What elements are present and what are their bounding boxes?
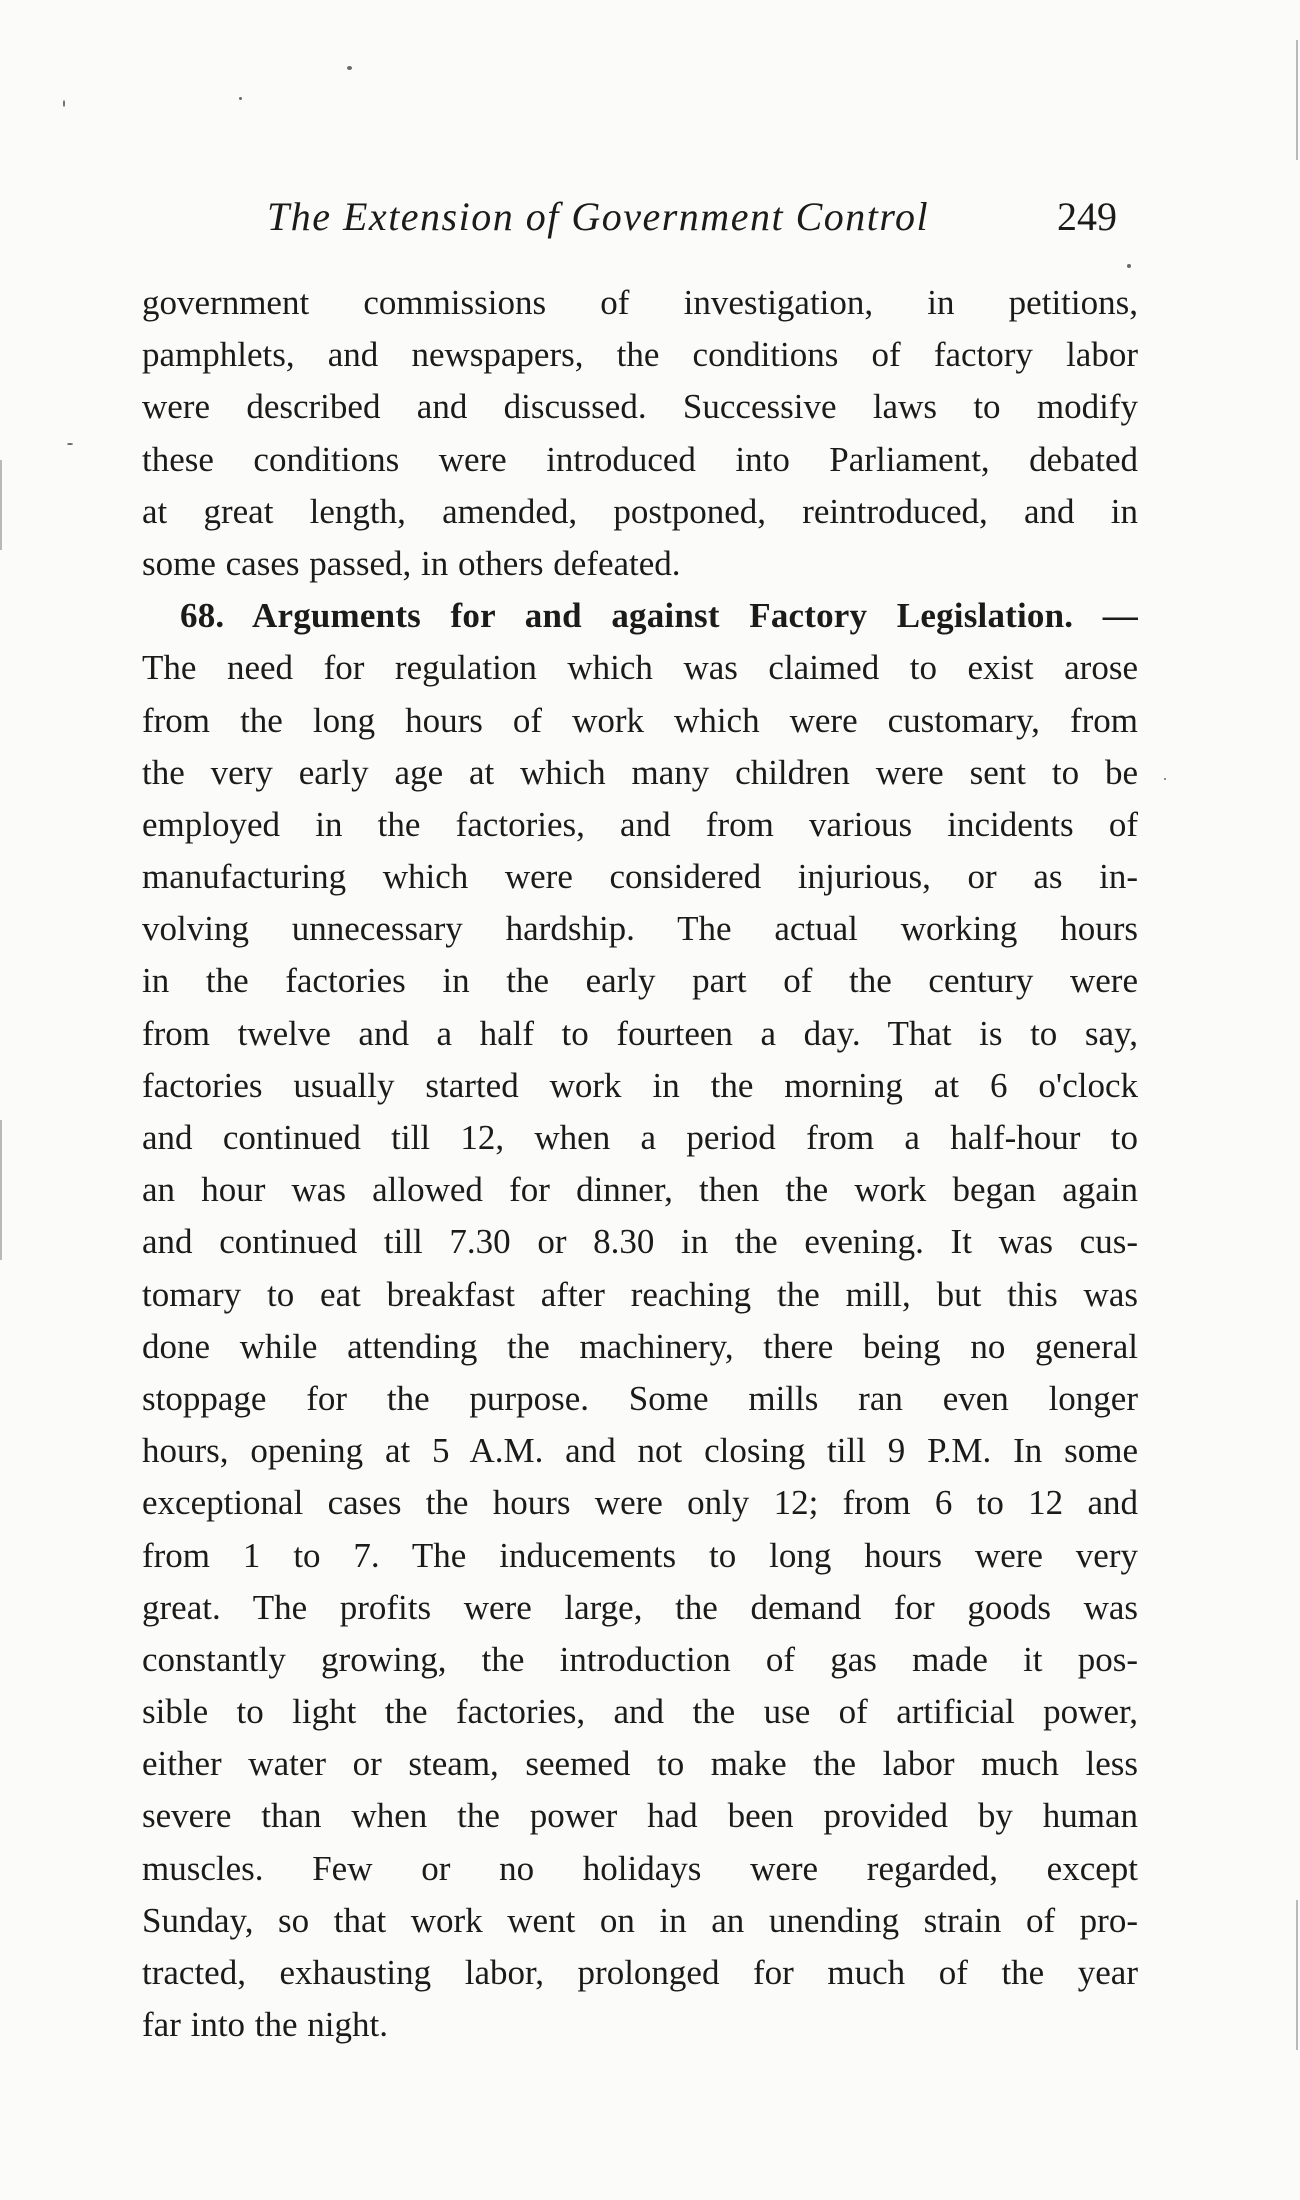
- text-line: The need for regulation which was claimed to exist arose: [142, 648, 1138, 688]
- body-text: [142, 277, 1138, 2051]
- text-line: the very early age at which many children were sent to be: [142, 752, 1138, 792]
- text-line: exceptional cases the hours were only 12; from 6 to 12 and: [142, 1483, 1138, 1523]
- section-heading-line: [142, 590, 1138, 642]
- text-line: from 1 to 7. The inducements to long hours were very: [142, 1535, 1138, 1575]
- section-paragraph: [142, 642, 1138, 2051]
- text-line: hours, opening at 5 A.M. and not closing till 9 P.M. In some: [142, 1431, 1138, 1471]
- text-line: factories usually started work in the morning at 6 o'clock: [142, 1065, 1138, 1105]
- text-line: and continued till 7.30 or 8.30 in the evening. It was cus-: [142, 1222, 1138, 1262]
- text-line: volving unnecessary hardship. The actual working hours: [142, 909, 1138, 949]
- scan-speck: [1164, 778, 1166, 780]
- running-head: [142, 182, 1142, 252]
- text-line: tracted, exhausting labor, prolonged for much of the year: [142, 1953, 1138, 1992]
- paragraph-continuation: [142, 277, 1138, 590]
- text-line: tomary to eat breakfast after reaching the mill, but this was: [142, 1274, 1138, 1314]
- text-line: far into the night.: [142, 2005, 389, 2045]
- section-number: 68.: [180, 596, 225, 636]
- text-line: were described and discussed. Successive laws to modify: [142, 387, 1138, 427]
- text-line: severe than when the power had been provided by human: [142, 1796, 1138, 1836]
- text-line: sible to light the factories, and the use of artificial power,: [142, 1692, 1138, 1732]
- text-line: constantly growing, the introduction of gas made it pos-: [142, 1639, 1138, 1679]
- text-line: Sunday, so that work went on in an unending strain of pro-: [142, 1900, 1138, 1940]
- text-line: manufacturing which were considered injurious, or as in-: [142, 857, 1138, 897]
- scan-speck: [67, 443, 73, 445]
- text-line: from the long hours of work which were customary, from: [142, 700, 1138, 740]
- page-number: 249: [1057, 194, 1117, 239]
- text-line: an hour was allowed for dinner, then the work began again: [142, 1170, 1138, 1210]
- page-edge-mark: [0, 460, 2, 550]
- scan-speck: [239, 97, 242, 100]
- text-line: done while attending the machinery, there being no general: [142, 1326, 1138, 1366]
- text-line: stoppage for the purpose. Some mills ran even longer: [142, 1378, 1138, 1418]
- text-line: in the factories in the early part of the century were: [142, 961, 1138, 1001]
- scan-speck: [1127, 264, 1131, 268]
- text-line: government commissions of investigation, in petitions,: [142, 283, 1138, 322]
- page-edge-mark: [0, 1120, 2, 1260]
- text-line: either water or steam, seemed to make the labor much less: [142, 1744, 1138, 1784]
- text-line: great. The profits were large, the demand for goods was: [142, 1587, 1138, 1627]
- running-title: The Extension of Government Control: [267, 194, 930, 239]
- scan-speck: [347, 66, 352, 70]
- section-title: Arguments for and against Factory Legislation. —: [251, 596, 1138, 636]
- section-heading: [180, 596, 1138, 635]
- page-edge-mark: [1296, 1900, 1298, 2050]
- text-line: muscles. Few or no holidays were regarded, except: [142, 1848, 1138, 1888]
- scan-speck: [63, 100, 65, 107]
- text-line: these conditions were introduced into Parliament, debated: [142, 439, 1138, 479]
- text-line: at great length, amended, postponed, reintroduced, and in: [142, 491, 1138, 531]
- text-line: from twelve and a half to fourteen a day. That is to say,: [142, 1013, 1138, 1053]
- text-line: pamphlets, and newspapers, the conditions of factory labor: [142, 335, 1138, 375]
- text-line: some cases passed, in others defeated.: [142, 543, 681, 583]
- page-edge-mark: [1296, 40, 1298, 160]
- text-line: employed in the factories, and from various incidents of: [142, 804, 1138, 844]
- text-line: and continued till 12, when a period from a half-hour to: [142, 1118, 1138, 1157]
